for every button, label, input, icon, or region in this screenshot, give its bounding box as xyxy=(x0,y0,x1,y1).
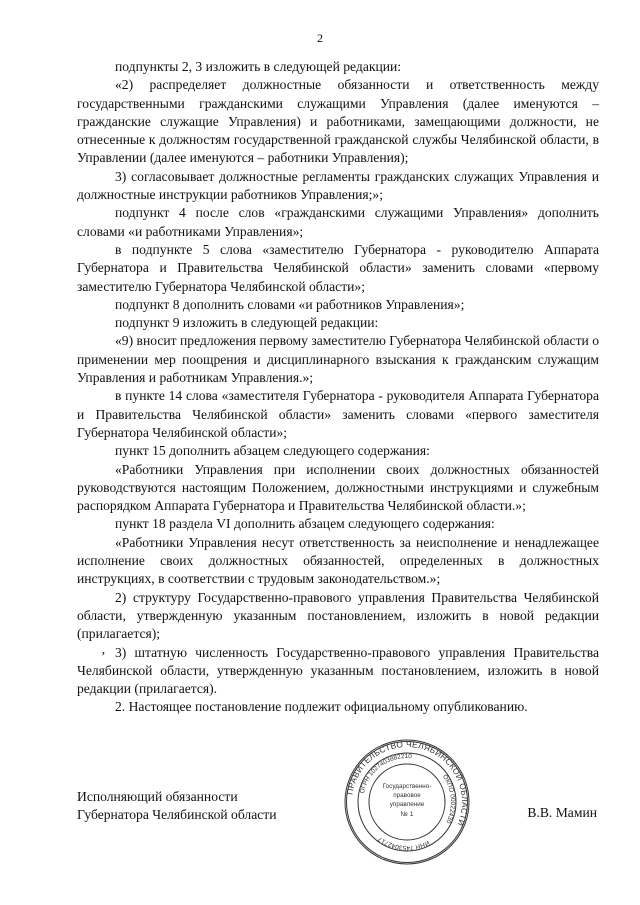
paragraph: подпункт 8 дополнить словами «и работников Управления»; xyxy=(115,296,465,312)
signature-block xyxy=(77,788,277,825)
page-number: 2 xyxy=(317,31,323,45)
seal-inn: ИНН 7453042717 xyxy=(376,835,431,852)
seal-ogrn: ОГРН 1027403882210 xyxy=(358,752,412,795)
seal-inner-line3: управление xyxy=(389,801,425,808)
paragraph: подпункт 4 после слов «гражданскими служащими Управления» дополнить словами «и работниками Управления»; xyxy=(77,205,599,239)
pen-tick-mark: ʼ xyxy=(101,650,106,665)
paragraph: в подпункте 5 слова «заместителю Губернатора - руководителю Аппарата Губернатора и Правительства Челябинской области» заменить словами «первому заместителю Губернатора Челябинской области»; xyxy=(77,241,599,294)
paragraph: в пункте 14 слова «заместителя Губернатора - руководителя Аппарата Губернатора и Правительства Челябинской области» заменить словами «первого заместителя Губернатора Челябинской области»; xyxy=(77,388,599,440)
paragraph: «2) распределяет должностные обязанности и ответственность между государственными гражданскими служащими Управления (далее именуются – гражданские служащие Управления) и работниками, замещающими должности, не отнесенные к должностям государственной гражданской службы Челябинской области, в Управлении (далее именуются – работники Управления); xyxy=(77,77,599,166)
paragraph: 2) структуру Государственно-правового управления Правительства Челябинской области, утвержденную указанным постановлением, изложить в новой редакции (прилагается); xyxy=(77,589,599,642)
seal-inner-line1: Государственно- xyxy=(382,783,432,790)
paragraph: «9) вносит предложения первому заместителю Губернатора Челябинской области о применении мер поощрения и дисциплинарного взыскания к гражданским служащим Управления и работникам Управления.»; xyxy=(77,333,599,386)
signature-title-line2: Губернатора Челябинской области xyxy=(77,807,277,823)
document-body xyxy=(77,58,599,717)
paragraph: пункт 15 дополнить абзацем следующего содержания: xyxy=(115,443,430,459)
paragraph: 3) штатную численность Государственно-правового управления Правительства Челябинской области, утвержденную указанным постановлением, изложить в новой редакции (прилагается). xyxy=(77,644,599,697)
paragraph: подпункт 9 изложить в следующей редакции: xyxy=(115,315,379,331)
paragraph: пункт 18 раздела VI дополнить абзацем следующего содержания: xyxy=(115,516,495,532)
seal-inner-line2: правовое xyxy=(393,792,421,799)
signature-title-line1: Исполняющий обязанности xyxy=(77,789,238,804)
signer-name: В.В. Мамин xyxy=(527,805,597,820)
paragraph: 3) согласовывает должностные регламенты гражданских служащих Управления и должностные инструкции работников Управления;»; xyxy=(77,168,599,203)
seal-inner-number: № 1 xyxy=(400,811,414,818)
seal-okpo: ОКПО 00022430 xyxy=(440,773,457,825)
paragraph: подпункты 2, 3 изложить в следующей редакции: xyxy=(115,59,402,74)
official-seal xyxy=(343,738,471,866)
paragraph: 2. Настоящее постановление подлежит официальному опубликованию. xyxy=(115,699,528,715)
seal-outer-text: ПРАВИТЕЛЬСТВО ЧЕЛЯБИНСКОЙ ОБЛАСТИ xyxy=(344,738,471,828)
paragraph: «Работники Управления несут ответственность за неисполнение и ненадлежащее исполнение своих должностных обязанностей, определенных в должностных инструкциях, в соответствии с трудовым законодательством.»; xyxy=(77,534,599,587)
paragraph: «Работники Управления при исполнении своих должностных обязанностей руководствуются настоящим Положением, должностными инструкциями и служебным распорядком Аппарата Губернатора и Правительства Челябинской области.»; xyxy=(77,461,599,514)
